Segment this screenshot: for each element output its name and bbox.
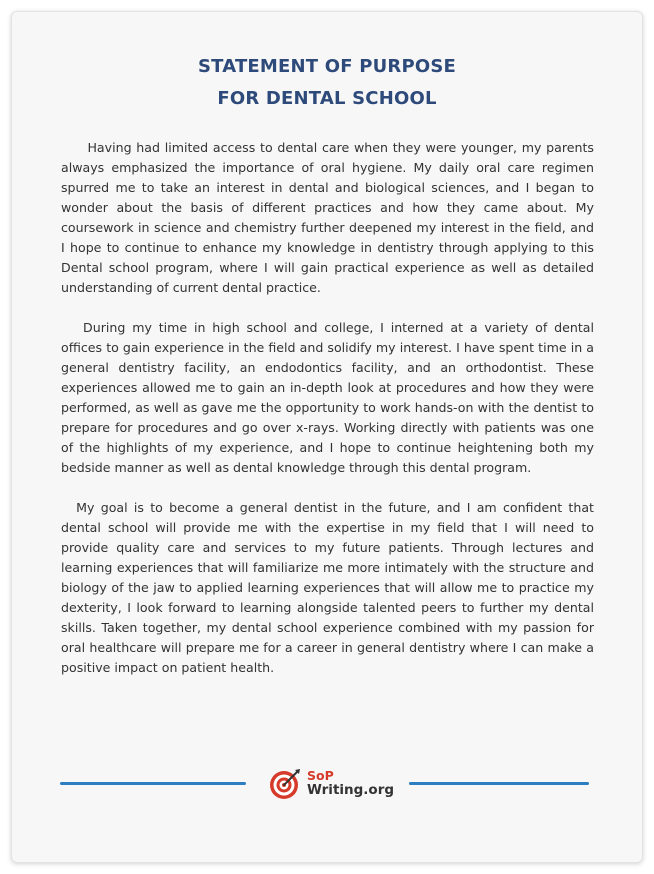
footer-divider-left bbox=[60, 782, 246, 785]
logo-wordmark bbox=[307, 768, 394, 798]
title-line-1: STATEMENT OF PURPOSE bbox=[197, 56, 457, 77]
document-body bbox=[61, 138, 594, 698]
footer-divider-right bbox=[409, 782, 589, 785]
target-arrow-icon bbox=[268, 767, 302, 801]
sop-writing-logo bbox=[268, 767, 395, 801]
document-title bbox=[0, 51, 654, 115]
paragraph-2: During my time in high school and college, I interned at a variety of dental offices to gain experience in the field and solidify my interest. I have spent time in a general dentistry facility, an endodontics facility, and an orthodontist. These experiences allowed me to gain an in-depth look at procedures and how they were performed, as well as gave me the opportunity to work hands-on with the dentist to prepare for procedures and go over x-rays. Working directly with patients was one of the highlights of my experience, and I hope to continue heightening both my bedside manner as well as dental knowledge through this dental program. bbox=[61, 320, 594, 475]
logo-line-1: SoP bbox=[307, 768, 334, 783]
paragraph-1: Having had limited access to dental care when they were younger, my parents always emphasized the importance of oral hygiene. My daily oral care regimen spurred me to take an interest in dental and biological sciences, and I began to wonder about the basis of different practices and how they came about. My coursework in science and chemistry further deepened my interest in the field, and I hope to continue to enhance my knowledge in dentistry through applying to this Dental school program, where I will gain practical experience as well as detailed understanding of current dental practice. bbox=[61, 140, 594, 295]
paragraph-3: My goal is to become a general dentist in the future, and I am confident that dental school will provide me with the expertise in my field that I will need to provide quality care and services to my future patients. Through lectures and learning experiences that will familiarize me more intimately with the structure and biology of the jaw to applied learning experiences that will allow me to practice my dexterity, I look forward to learning alongside talented peers to further my dental skills. Taken together, my dental school experience combined with my passion for oral healthcare will prepare me for a career in general dentistry where I can make a positive impact on patient health. bbox=[61, 500, 594, 675]
title-line-2: FOR DENTAL SCHOOL bbox=[217, 88, 437, 109]
logo-line-2: Writing.org bbox=[307, 782, 395, 798]
